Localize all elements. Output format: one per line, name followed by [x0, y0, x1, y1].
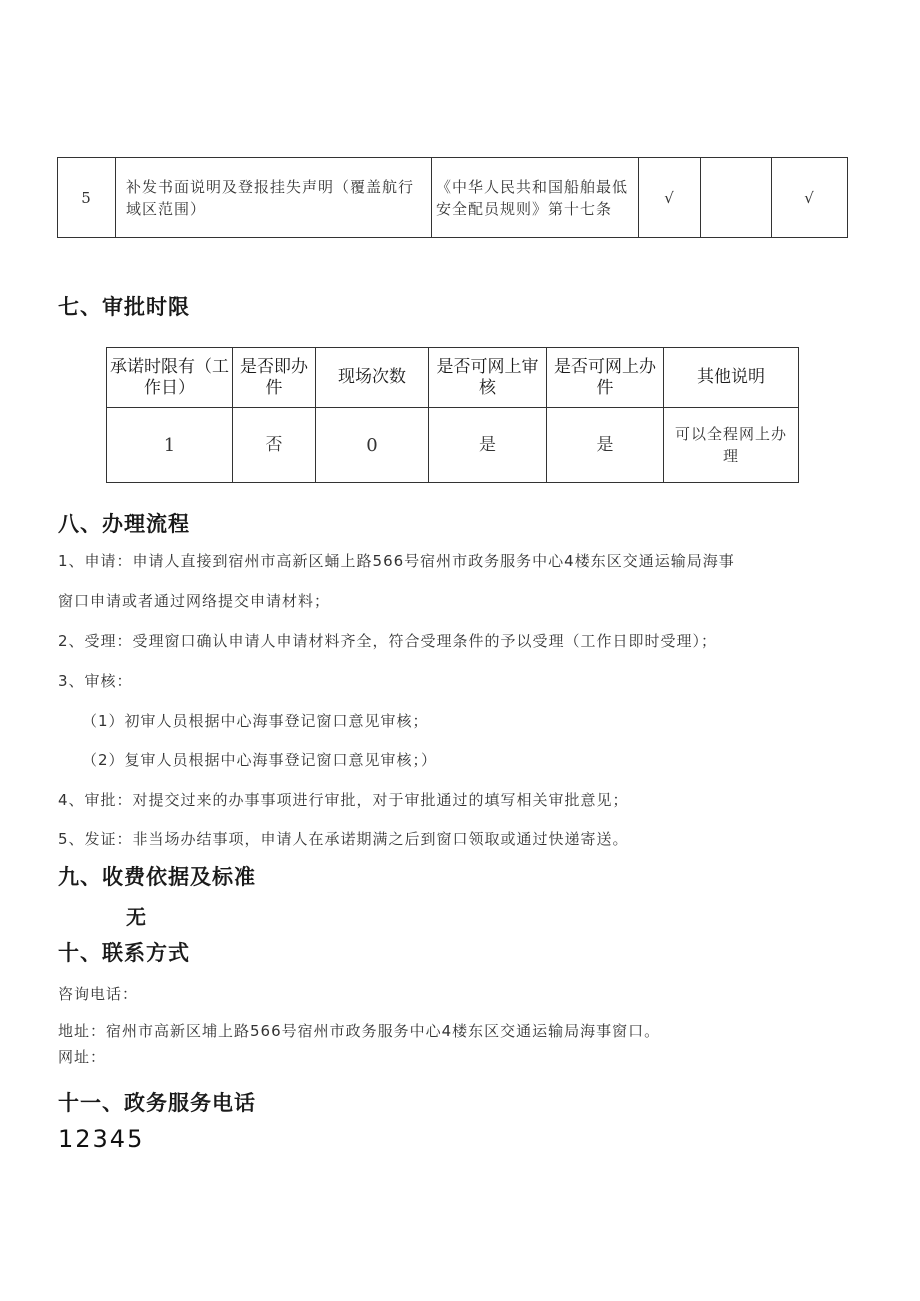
- section-9-title: 九、收费依据及标准: [58, 865, 256, 889]
- check-mark: [701, 158, 772, 238]
- materials-table: [57, 157, 848, 238]
- header-online-review: 是否可网上审核: [429, 348, 547, 408]
- check-mark: √: [772, 158, 848, 238]
- commit-days-value: 1: [107, 408, 233, 483]
- step-4: 4、审批：对提交过来的办事事项进行审批，对于审批通过的填写相关审批意见；: [58, 791, 629, 809]
- visits-value: 0: [316, 408, 429, 483]
- table-row: [58, 158, 848, 238]
- section-8-title: 八、办理流程: [58, 512, 190, 536]
- instant-value: 否: [233, 408, 316, 483]
- website: 网址：: [58, 1048, 107, 1066]
- header-notes: 其他说明: [664, 348, 799, 408]
- step-3-1: （1）初审人员根据中心海事登记窗口意见审核；: [82, 712, 429, 730]
- check-mark: √: [639, 158, 701, 238]
- legal-basis: 《中华人民共和国船舶最低安全配员规则》第十七条: [432, 158, 639, 238]
- table-row: [107, 408, 799, 483]
- online-handle-value: 是: [547, 408, 664, 483]
- step-1-line-2: 窗口申请或者通过网络提交申请材料；: [58, 592, 331, 610]
- step-5: 5、发证：非当场办结事项，申请人在承诺期满之后到窗口领取或通过快递寄送。: [58, 830, 629, 848]
- row-number: 5: [58, 158, 116, 238]
- step-2: 2、受理：受理窗口确认申请人申请材料齐全，符合受理条件的予以受理（工作日即时受理）；: [58, 632, 718, 650]
- address: 地址：宿州市高新区埔上路566号宿州市政务服务中心4楼东区交通运输局海事窗口。: [58, 1022, 661, 1040]
- notes-value: 可以全程网上办理: [664, 408, 799, 483]
- header-instant: 是否即办件: [233, 348, 316, 408]
- service-phone: 12345: [58, 1125, 145, 1153]
- fee-value: 无: [126, 905, 146, 929]
- step-1-line-1: 1、申请：申请人直接到宿州市高新区蛹上路566号宿州市政务服务中心4楼东区交通运输局海事: [58, 552, 735, 570]
- section-11-title: 十一、政务服务电话: [58, 1091, 256, 1115]
- consult-phone: 咨询电话：: [58, 985, 139, 1003]
- step-3-2: （2）复审人员根据中心海事登记窗口意见审核；）: [82, 751, 438, 769]
- section-10-title: 十、联系方式: [58, 941, 190, 965]
- approval-time-table: [106, 347, 799, 483]
- step-3: 3、审核：: [58, 672, 133, 690]
- header-commit-days: 承诺时限有（工作日）: [107, 348, 233, 408]
- online-review-value: 是: [429, 408, 547, 483]
- header-visits: 现场次数: [316, 348, 429, 408]
- material-name: 补发书面说明及登报挂失声明（覆盖航行域区范围）: [116, 158, 432, 238]
- header-online-handle: 是否可网上办件: [547, 348, 664, 408]
- table-header-row: [107, 348, 799, 408]
- section-7-title: 七、审批时限: [58, 295, 190, 319]
